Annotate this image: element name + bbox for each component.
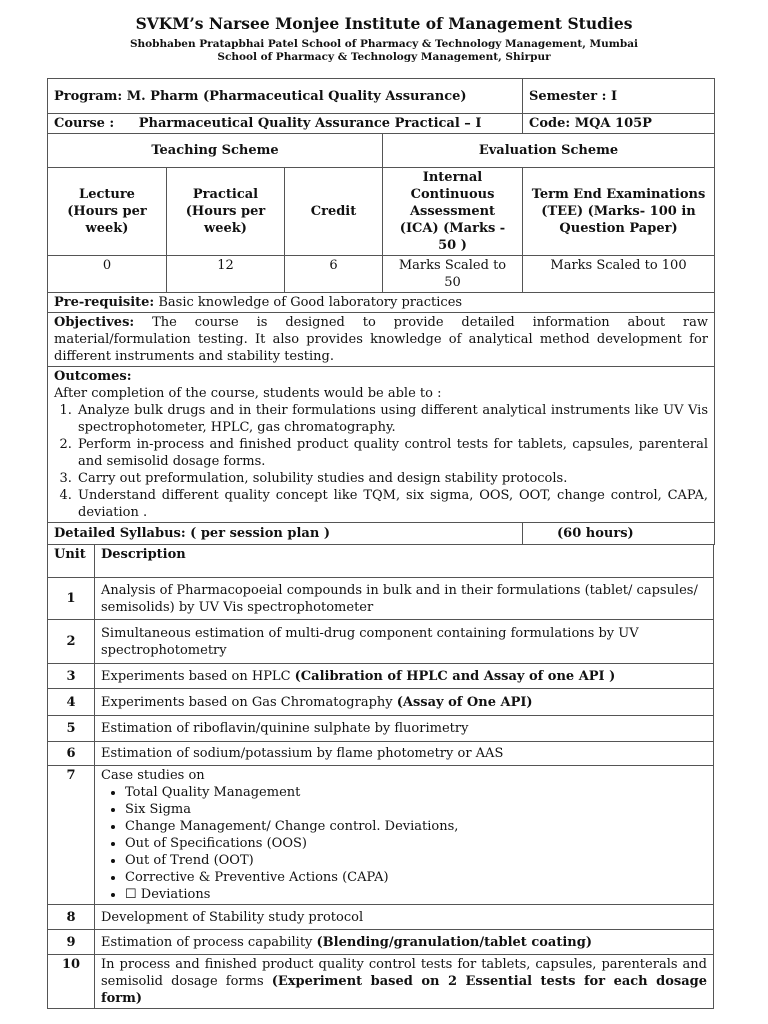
objectives-cell (48, 313, 715, 367)
unit-number: 2 (48, 620, 95, 664)
outcome-item: 1. Analyze bulk drugs and in their formulations using different analytical instruments like UV Vis spectrophotometer, HPLC, gas chromatography. (76, 402, 708, 436)
unit-text: Development of Stability study protocol (101, 909, 364, 925)
unit-number: 1 (48, 578, 95, 620)
school-line-1: Shobhaben Pratapbhai Patel School of Pharmacy & Technology Management, Mumbai (129, 38, 639, 50)
outcomes-list (54, 402, 708, 521)
unit-description (95, 766, 714, 905)
prerequisite-label: Pre-requisite: (54, 295, 155, 310)
tee-header: Term End Examinations (TEE) (Marks- 100 in Question Paper) (523, 168, 715, 256)
unit-description (95, 689, 714, 716)
prerequisite-cell (48, 293, 715, 313)
outcomes-intro: After completion of the course, students would be able to : (54, 386, 442, 401)
unit-number: 8 (48, 905, 95, 930)
objectives-label: Objectives: (54, 315, 135, 330)
unit-text: Experiments based on Gas Chromatography (101, 694, 397, 710)
unit-number: 5 (48, 716, 95, 742)
school-line-2: School of Pharmacy & Technology Management, Shirpur (217, 51, 551, 63)
unit-bold-text: (Experiment based on 2 Essential tests for each dosage form) (101, 974, 707, 1006)
unit-number: 9 (48, 930, 95, 955)
unit-number: 7 (48, 766, 95, 905)
unit-text: Estimation of sodium/potassium by flame photometry or AAS (101, 746, 504, 761)
unit-description (95, 905, 714, 930)
unit-text: Experiments based on HPLC (101, 668, 295, 684)
outcomes-label: Outcomes: (54, 369, 132, 384)
course-cell (48, 114, 523, 134)
evaluation-scheme-title: Evaluation Scheme (383, 134, 715, 168)
objectives-text: The course is designed to provide detailed information about raw material/formulation testing. It also provides knowledge of analytical method development for different instruments and stability testing. (54, 315, 709, 364)
unit-description (95, 578, 714, 620)
institute-title: SVKM’s Narsee Monjee Institute of Management Studies (135, 14, 633, 33)
course-name: Pharmaceutical Quality Assurance Practical – I (138, 116, 482, 131)
unit-text: Case studies on (101, 768, 205, 783)
prerequisite-text: Basic knowledge of Good laboratory practices (154, 295, 463, 310)
outcomes-cell (48, 367, 715, 523)
credit-header: Credit (285, 168, 383, 256)
case-study-item: • Six Sigma (125, 801, 707, 818)
unit-number: 4 (48, 689, 95, 716)
ica-header: Internal Continuous Assessment (ICA) (Marks - 50 ) (383, 168, 523, 256)
unit-description (95, 955, 714, 1009)
case-study-item: • Out of Trend (OOT) (125, 852, 707, 869)
unit-bold-text: (Assay of One API) (396, 694, 533, 710)
lecture-header: Lecture (Hours per week) (48, 168, 167, 256)
unit-number: 6 (48, 742, 95, 766)
semester-cell: Semester : I (523, 79, 715, 114)
unit-text: Estimation of riboflavin/quinine sulphate by fluorimetry (101, 721, 469, 736)
course-table (47, 78, 714, 1009)
unit-column-header: Unit (48, 545, 95, 578)
tee-value: Marks Scaled to 100 (523, 256, 715, 293)
unit-text: Simultaneous estimation of multi-drug component containing formulations by UV spectrophotometry (101, 625, 639, 658)
case-study-item: • Change Management/ Change control. Deviations, (125, 818, 707, 835)
unit-number: 3 (48, 664, 95, 689)
unit-number: 10 (48, 955, 95, 1009)
lecture-value: 0 (48, 256, 167, 293)
case-study-item: • Total Quality Management (125, 784, 707, 801)
unit-bold-text: (Blending/granulation/tablet coating) (316, 934, 592, 950)
unit-description (95, 664, 714, 689)
case-study-item: • Out of Specifications (OOS) (125, 835, 707, 852)
unit-text: Analysis of Pharmacopoeial compounds in bulk and in their formulations (tablet/ capsules/ semisolids) by UV Vis spectrophotometer (101, 582, 698, 615)
unit-bold-text: (Calibration of HPLC and Assay of one API ) (294, 668, 616, 684)
checkbox-glyph-icon: ☐ (125, 887, 137, 902)
unit-text: Estimation of process capability (101, 934, 317, 950)
syllabus-hours: (60 hours) (523, 523, 715, 545)
unit-description (95, 620, 714, 664)
practical-header: Practical (Hours per week) (167, 168, 285, 256)
unit-text: In process and finished product quality control tests for tablets, capsules, parenterals and semisolid dosage forms (101, 957, 707, 989)
description-column-header: Description (95, 545, 714, 578)
outcome-item: 2. Perform in-process and finished product quality control tests for tablets, capsules, parenteral and semisolid dosage forms. (76, 436, 708, 470)
case-study-item: • ☐ Deviations (125, 886, 707, 903)
ica-value: Marks Scaled to 50 (383, 256, 523, 293)
outcome-item: 4. Understand different quality concept like TQM, six sigma, OOS, OOT, change control, CAPA, deviation . (76, 487, 708, 521)
program-cell: Program: M. Pharm (Pharmaceutical Quality Assurance) (48, 79, 523, 114)
teaching-scheme-title: Teaching Scheme (48, 134, 383, 168)
course-prefix: Course : (54, 116, 115, 131)
practical-value: 12 (167, 256, 285, 293)
code-cell: Code: MQA 105P (523, 114, 715, 134)
credit-value: 6 (285, 256, 383, 293)
outcome-item: 3. Carry out preformulation, solubility studies and design stability protocols. (76, 470, 708, 487)
case-studies-list (101, 784, 707, 903)
unit-description (95, 742, 714, 766)
unit-description (95, 716, 714, 742)
unit-description (95, 930, 714, 955)
syllabus-label: Detailed Syllabus: ( per session plan ) (48, 523, 523, 545)
case-study-item: • Corrective & Preventive Actions (CAPA) (125, 869, 707, 886)
